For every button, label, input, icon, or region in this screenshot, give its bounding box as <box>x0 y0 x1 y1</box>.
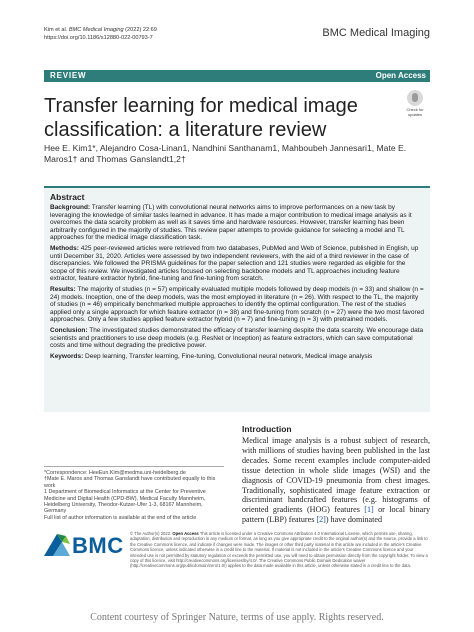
background-text: Transfer learning (TL) with convolutional neural networks aims to improve performances on a new task by leveraging the knowledge of similar tasks learned in advance. It has made a major contribution to medical image analysis as it overcomes the data scarcity problem as well as it saves time and hardware resources. However, transfer learning has been arbitrarily configured in the majority of studies. This review paper attempts to provide guidance for selecting a model and TL approaches for the medical image classification task. <box>50 204 412 242</box>
article-type-banner <box>44 70 430 82</box>
background-label: Background: <box>50 204 91 211</box>
correspondence-notes <box>44 466 224 521</box>
introduction-heading: Introduction <box>242 424 292 434</box>
license-text <box>130 531 430 569</box>
springer-footer: Content courtesy of Springer Nature, terms of use apply. Rights reserved. <box>90 612 384 623</box>
abstract-results <box>50 286 424 324</box>
author-list: Hee E. Kim1*, Alejandro Cosa-Linan1, Nandhini Santhanam1, Mahboubeh Jannesari1, Mate E. Maros1† and Thomas Ganslandt1,2† <box>44 143 407 164</box>
article-title: Transfer learning for medical image classification: a literature review <box>44 95 358 141</box>
citation-journal: BMC Medical Imaging <box>68 27 124 33</box>
equal-contribution-note: †Mate E. Maros and Thomas Ganslandt have contributed equally to this work <box>44 476 216 489</box>
citation-volume: (2022) 22:69 <box>123 27 157 33</box>
results-label: Results: <box>50 285 76 293</box>
doi-link[interactable]: https://doi.org/10.1186/s12880-022-00793-7 <box>44 35 153 41</box>
citation-authors: Kim et al. <box>44 27 69 33</box>
update-badge-icon <box>407 90 423 106</box>
affiliation-note: 1 Department of Biomedical Informatics at the Center for Preventive Medicine and Digital Health (CPD-BW), Medical Faculty Mannheim, Heidelberg University, Theodor-Kutzer-Ufer 1-3, 68167 Mannheim, Germany <box>44 489 206 515</box>
introduction-text <box>242 436 430 525</box>
abstract-methods <box>50 245 424 283</box>
article-type-label: REVIEW <box>50 71 87 80</box>
license-body: This article is licensed under a Creative Commons Attribution 4.0 International License, which permits use, sharing, adaptation, distribution and reproduction in any medium or format, as long as you give appropriate credit to the original author(s) and the source, provide a link to the Creative Commons licence, and indicate if changes were made. The images or other third party material in this article are included in the article's Creative Commons licence, unless indicated otherwise in a credit line to the material. If material is not included in the article's Creative Commons licence and your intended use is not permitted by statutory regulation or exceeds the permitted use, you will need to obtain permission directly from the copyright holder. To view a copy of this licence, visit http://creativecommons.org/licenses/by/4.0/. The Creative Commons Public Domain Dedication waiver (http://creativecommons.org/publicdomain/zero/1.0/) applies to the data made available in this article, unless otherwise stated in a credit line to the data. <box>130 531 428 569</box>
license-open-access: Open Access <box>172 531 199 536</box>
abstract-keywords <box>50 353 424 361</box>
abstract-heading: Abstract <box>50 192 85 202</box>
intro-text-b: or local binary pattern (LBP) features <box>242 505 430 525</box>
citation-link-2[interactable]: [2] <box>316 515 326 525</box>
results-text: The majority of studies (n = 57) empirically evaluated multiple models followed by deep models (n = 33) and shallow (n = 24) models. Inception, one of the deep models, was the most employed in literature (n = 26). With respect to the TL, the majority of studies (n = 46) empirically benchmarked multiple approaches to identify the optimal configuration. The rest of the studies applied only a single approach for which feature extractor (n = 38) and fine-tuning from scratch (n = 27) were the two most favored approaches. Only a few studies applied feature extractor hybrid (n = 7) and fine-tuning (n = 3) with pretrained models. <box>50 285 424 324</box>
author-info-note: Full list of author information is available at the end of the article <box>44 514 197 521</box>
bmc-logo-mark-icon <box>44 534 70 556</box>
check-updates-label: Check for updates <box>406 107 424 117</box>
keywords-label: Keywords: <box>50 352 84 360</box>
conclusion-text: The investigated studies demonstrated the efficacy of transfer learning despite the data scarcity. We encourage data scientists and practitioners to use deep models (e.g. ResNet or Inception) as feature extractors, which can save computational costs and time without degrading the predictive power. <box>50 326 424 350</box>
open-access-label: Open Access <box>375 71 426 80</box>
keywords-text: Deep learning, Transfer learning, Fine-tuning, Convolutional neural network, Medical image analysis <box>83 352 373 360</box>
abstract-background <box>50 204 424 242</box>
bmc-logo <box>44 530 124 560</box>
citation-link-1[interactable]: [1] <box>364 505 374 515</box>
conclusion-label: Conclusion: <box>50 326 88 334</box>
methods-label: Methods: <box>50 244 79 252</box>
intro-text-c: ) have dominated <box>325 515 383 525</box>
license-lead: © The Author(s) 2022. <box>130 531 173 536</box>
abstract-box <box>44 186 430 412</box>
correspondence-email[interactable]: *Correspondence: HeeEun.Kim@medma.uni-heidelberg.de <box>44 470 186 476</box>
methods-text: 425 peer-reviewed articles were retrieved from two databases, PubMed and Web of Science, published in English, up until December 31, 2020. Articles were assessed by two independent reviewers, with the aid of a third reviewer in the case of discrepancies. We followed the PRISMA guidelines for the paper selection and 121 studies were regarded as eligible for the scope of this review. We investigated articles focused on selecting backbone models and TL approaches including feature extractor, feature extractor hybrid, fine-tuning and fine-tuning from scratch. <box>50 244 419 283</box>
check-for-updates-button[interactable] <box>402 90 428 117</box>
citation-header <box>44 26 157 42</box>
bmc-logo-text: BMC <box>72 533 124 558</box>
intro-text-a: Medical image analysis is a robust subject of research, with millions of studies having been published in the last decades. Some recent examples include computer-aided tissue detection in whole slide images (WSI) and the diagnosis of COVID-19 pneumonia from chest images. Traditionally, sophisticated image feature extraction or discriminant handcrafted features (e.g. histograms of oriented gradients (HOG) features <box>242 436 430 515</box>
journal-name: BMC Medical Imaging <box>322 27 430 39</box>
abstract-conclusion <box>50 327 424 350</box>
